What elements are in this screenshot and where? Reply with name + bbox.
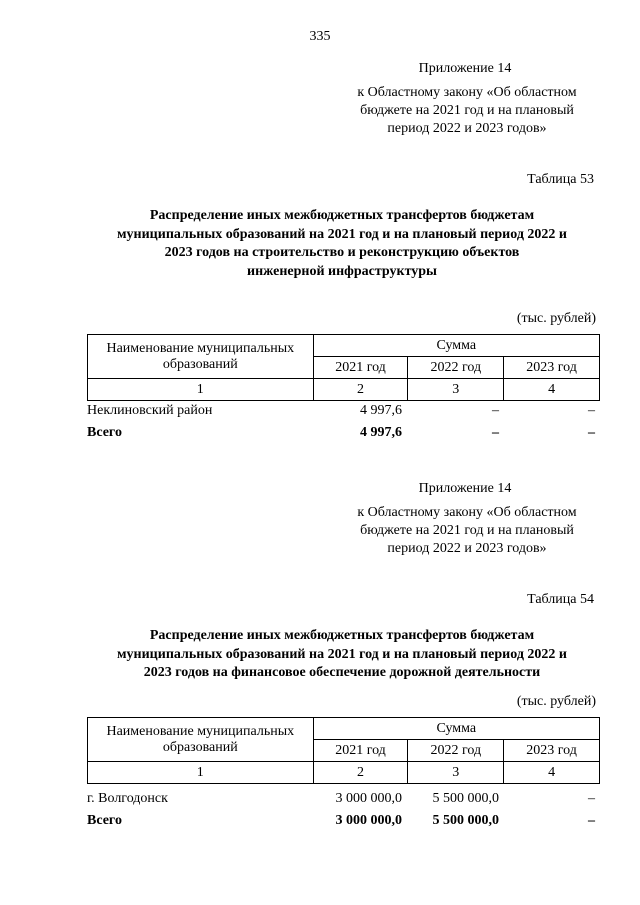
total-value-2021: 4 997,6	[360, 425, 402, 440]
row-value-2023: –	[588, 791, 595, 806]
column-number: 3	[408, 762, 504, 784]
column-number: 1	[88, 379, 314, 401]
title-line: 2023 годов на строительство и реконструкцию объектов	[164, 245, 520, 260]
row-value-2022: –	[492, 403, 499, 418]
row-value-2023: –	[588, 403, 595, 418]
header-name-cell	[88, 335, 314, 379]
appendix-line: период 2022 и 2023 годов»	[387, 541, 547, 556]
title-line: муниципальных образований на 2021 год и на плановый период 2022 и	[117, 226, 567, 242]
header-name-line: Наименование муниципальных	[106, 340, 295, 356]
table-title	[86, 207, 598, 281]
appendix-reference	[336, 504, 598, 558]
table-header	[87, 334, 600, 401]
total-value-2023: –	[588, 813, 595, 828]
header-year: 2022 год	[408, 740, 504, 762]
header-name-line: образований	[162, 356, 238, 372]
header-year: 2022 год	[408, 357, 504, 379]
table-label: Таблица 53	[527, 172, 594, 187]
total-label: Всего	[87, 425, 122, 440]
total-value-2021: 3 000 000,0	[335, 813, 402, 828]
appendix-line: к Областному закону «Об областном	[357, 505, 577, 520]
row-value-2021: 4 997,6	[360, 403, 402, 418]
total-row	[87, 813, 600, 835]
row-name: Неклиновский район	[87, 403, 213, 418]
total-value-2022: –	[492, 425, 499, 440]
table-label: Таблица 54	[527, 592, 594, 607]
table-body	[87, 791, 600, 835]
total-value-2022: 5 500 000,0	[432, 813, 499, 828]
title-line: Распределение иных межбюджетных трансфертов бюджетам	[149, 628, 535, 643]
total-value-2023: –	[588, 425, 595, 440]
title-line: 2023 годов на финансовое обеспечение дорожной деятельности	[143, 665, 541, 680]
header-name-line: образований	[162, 739, 238, 755]
row-value-2022: 5 500 000,0	[432, 791, 499, 806]
column-number: 2	[313, 379, 408, 401]
header-year: 2021 год	[313, 740, 408, 762]
header-sum: Сумма	[313, 335, 599, 357]
header-sum: Сумма	[313, 718, 599, 740]
row-value-2021: 3 000 000,0	[335, 791, 402, 806]
title-line: Распределение иных межбюджетных трансфертов бюджетам	[149, 208, 535, 223]
header-name-line: Наименование муниципальных	[106, 723, 295, 739]
column-number: 3	[408, 379, 504, 401]
header-name-cell	[88, 718, 314, 762]
appendix-line: бюджете на 2021 год и на плановый	[360, 523, 574, 538]
column-number: 4	[504, 379, 600, 401]
column-number: 1	[88, 762, 314, 784]
title-line: муниципальных образований на 2021 год и на плановый период 2022 и	[117, 646, 567, 662]
title-line: инженерной инфраструктуры	[247, 263, 437, 279]
header-year: 2021 год	[313, 357, 408, 379]
appendix-title: Приложение 14	[418, 61, 512, 76]
header-year: 2023 год	[504, 357, 600, 379]
header-year: 2023 год	[504, 740, 600, 762]
appendix-line: бюджете на 2021 год и на плановый	[360, 103, 574, 118]
total-row	[87, 425, 600, 447]
units-label: (тыс. рублей)	[516, 694, 596, 709]
units-label: (тыс. рублей)	[516, 311, 596, 326]
table-header	[87, 717, 600, 784]
appendix-title: Приложение 14	[418, 481, 512, 496]
page-number: 335	[309, 29, 331, 44]
table-row	[87, 791, 600, 813]
appendix-reference	[336, 84, 598, 138]
column-number: 2	[313, 762, 408, 784]
table-body	[87, 403, 600, 447]
table-title	[86, 627, 598, 683]
column-number: 4	[504, 762, 600, 784]
appendix-line: период 2022 и 2023 годов»	[387, 121, 547, 136]
appendix-line: к Областному закону «Об областном	[357, 85, 577, 100]
table-row	[87, 403, 600, 425]
total-label: Всего	[87, 813, 122, 828]
row-name: г. Волгодонск	[87, 791, 168, 806]
